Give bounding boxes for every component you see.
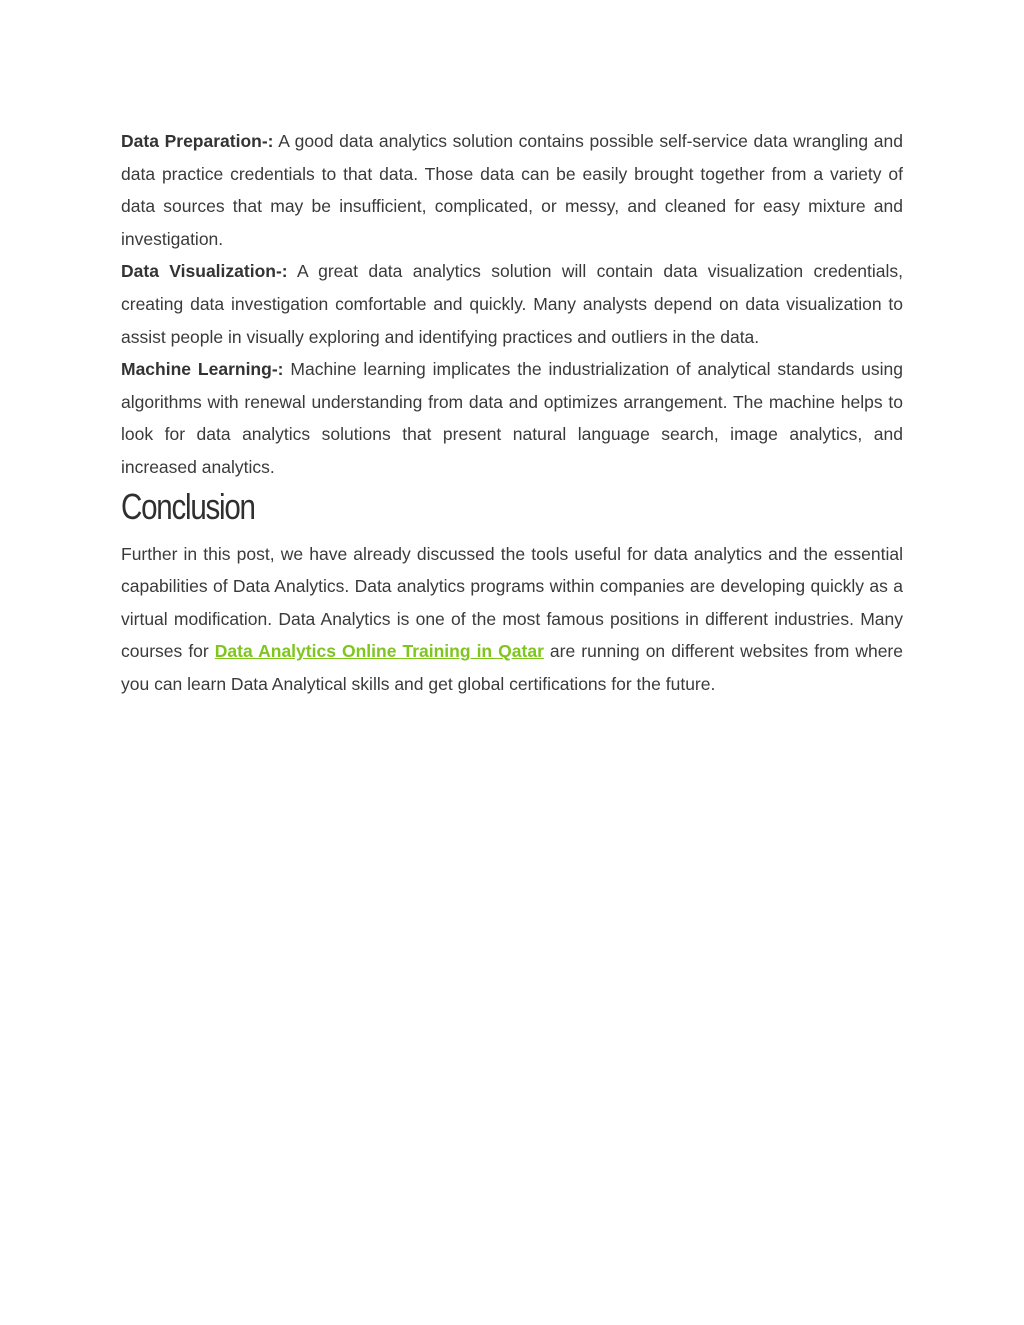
section-term: Data Preparation-:	[121, 131, 274, 151]
section-data-visualization	[121, 255, 903, 353]
conclusion-heading: Conclusion	[121, 485, 255, 527]
section-data-preparation	[121, 125, 903, 255]
section-term: Machine Learning-:	[121, 359, 284, 380]
conclusion-text-before: Further in this post, we have already discussed the tools useful for data analytics and the essential capabilities of Data Analytics. Data analytics programs within companies are developing quickly as a virtual modification. Data Analytics is one of the most famous positions in different industries. Many courses for	[121, 543, 903, 662]
section-text: A good data analytics solution contains possible self-service data wrangling and data practice credentials to that data. Those data can be easily brought together from a variety of data sources that may be insufficient, complicated, or messy, and cleaned for easy mixture and investigation.	[121, 131, 903, 249]
conclusion-text-after: are running on different websites from where you can learn Data Analytical skills and get global certifications for the future.	[121, 641, 903, 694]
section-machine-learning	[121, 353, 903, 483]
section-text: Machine learning implicates the industrialization of analytical standards using algorithms with renewal understanding from data and optimizes arrangement. The machine helps to look for data analytics solutions that present natural language search, image analytics, and increased analytics.	[121, 359, 903, 477]
section-text: A great data analytics solution will contain data visualization credentials, creating data investigation comfortable and quickly. Many analysts depend on data visualization to assist people in visually exploring and identifying practices and outliers in the data.	[121, 261, 903, 347]
training-link[interactable]: Data Analytics Online Training in Qatar	[214, 641, 544, 662]
section-term: Data Visualization-:	[121, 261, 288, 282]
document-page	[121, 125, 903, 701]
conclusion-paragraph	[121, 538, 903, 701]
